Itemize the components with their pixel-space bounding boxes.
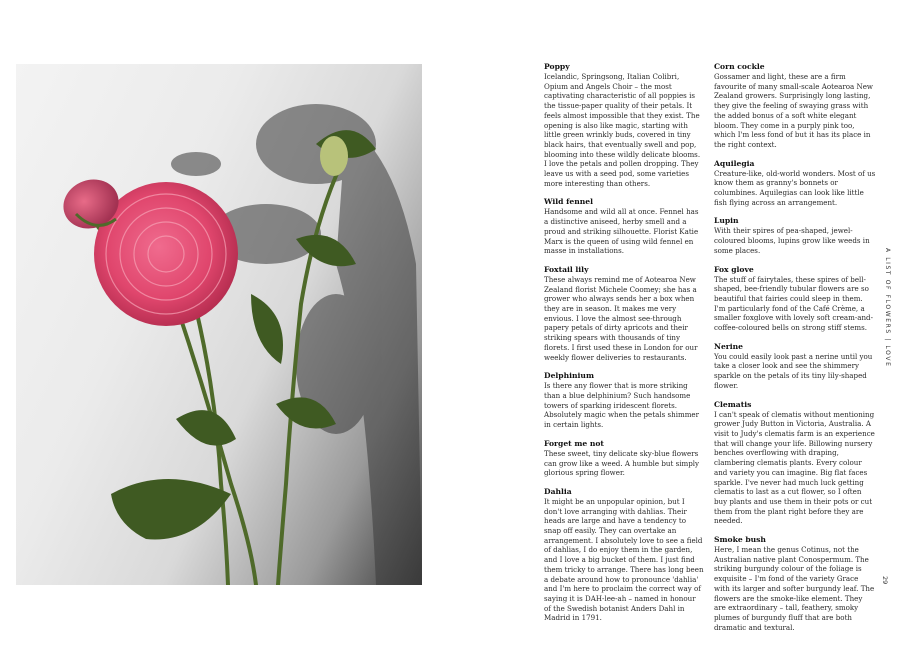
side-section-label: A LIST OF FLOWERS | LOVE [884, 248, 891, 368]
flower-title: Corn cockle [714, 62, 765, 71]
flower-entry [714, 342, 876, 391]
flower-title: Fox glove [714, 264, 754, 274]
flower-entry [714, 159, 876, 208]
flower-title: Lupin [714, 216, 739, 226]
flower-title: Smoke bush [714, 535, 766, 545]
flower-description: The stuff of fairytales, these spires of bell-shaped, bee-friendly tubular flowers are so beautiful that fairies could sleep in them. I'm particularly fond of the Café Crème, a smaller foxglove with lovely soft cream-and-coffee-coloured bells on strong stiff stems. [714, 274, 873, 333]
flower-title: Foxtail lily [544, 264, 589, 274]
flower-title: Clematis [714, 399, 752, 409]
flower-title: Aquilegia [714, 158, 755, 168]
flower-description: I can't speak of clematis without mentioning grower Judy Button in Victoria, Australia. A visit to Judy's clematis farm is an experience that will change your life. Billowing nursery benches overflowing with draping, clambering clematis plants. Every colour and variety you can imagine. Big flat faces sparkle. I've never had much luck getting clematis to last as a cut flower, so I often buy plants and use them in their pots or cut them from the plant right before they are needed. [714, 409, 875, 526]
flower-entry [714, 535, 876, 632]
flower-title: Dahlia [544, 486, 572, 496]
flower-description: Gossamer and light, these are a firm favourite of many small-scale Aotearoa New Zealand growers. Surprisingly long lasting, they give the feeling of swaying grass with the added bonus of a soft white elegant bloom. They come in a purply pink too, which I'm less fond of but it has its place in the right context. [714, 72, 873, 149]
flower-entry [544, 265, 704, 362]
flower-title: Poppy [544, 62, 570, 71]
flower-entry [544, 371, 704, 430]
flower-title: Delphinium [544, 371, 594, 381]
flower-description: It might be an unpopular opinion, but I don't love arranging with dahlias. Their heads are large and have a tendency to snap off easily. They can overtake an arrangement. I absolutely love to see a field of dahlias, I do enjoy them in the garden, and I love a big bucket of them. I just find them tricky to arrange. There has long been a debate around how to pronounce 'dahlia' and I'm here to proclaim the correct way of saying it is DAH-lee-ah – named in honour of the Swedish botanist Anders Dahl in Madrid in 1791. [544, 496, 704, 623]
flower-description: With their spires of pea-shaped, jewel-coloured blooms, lupins grow like weeds in some places. [714, 226, 870, 255]
flower-description: Is there any flower that is more striking than a blue delphinium? Such handsome towers of sparking iridescent florets. Absolutely magic when the petals shimmer in certain lights. [544, 381, 700, 430]
flower-description: You could easily look past a nerine until you take a closer look and see the shimmery sparkle on the petals of its tiny lily-shaped flower. [714, 351, 873, 390]
flower-title: Wild fennel [544, 197, 593, 207]
flower-entry [544, 62, 704, 188]
flower-description: These always remind me of Aotearoa New Zealand florist Michele Coomey; she has a grower who always sends her a box when they are in season. It makes me very envious. I love the almost see-through papery petals of dirty apricots and their striking spears with thousands of tiny florets. I first used these in London for our weekly flower deliveries to restaurants. [544, 274, 698, 362]
flower-description: Creature-like, old-world wonders. Most of us know them as granny's bonnets or columbines. Aquilegias can look like little fish flying across an arrangement. [714, 168, 876, 207]
dahlia-photo [16, 64, 422, 585]
flower-entry [544, 487, 704, 623]
flower-entry [544, 197, 704, 256]
flower-title: Nerine [714, 341, 744, 351]
flower-title: Forget me not [544, 438, 604, 448]
left-text-column [544, 62, 704, 632]
right-text-column [714, 62, 876, 641]
flower-description: These sweet, tiny delicate sky-blue flowers can grow like a weed. A humble but simply glorious spring flower. [544, 448, 700, 478]
flower-description: Here, I mean the genus Cotinus, not the Australian native plant Conospermum. The striking burgundy colour of the foliage is exquisite – I'm fond of the variety Grace with its larger and softer burgundy leaf. The flowers are the smoke-like element. They are extraordinary – tall, feathery, smoky plumes of burgundy fluff that are both dramatic and textural. [714, 545, 875, 632]
flower-entry [544, 439, 704, 478]
page-number: 29 [881, 576, 889, 585]
flower-description: Icelandic, Springsong, Italian Colibri, Opium and Angels Choir – the most captivating characteristic of all poppies is the tissue-paper quality of their petals. It feels almost impossible that they exist. The opening is also like magic, starting with little green wrinkly buds, covered in tiny black hairs, that eventually swell and pop, blooming into these wildly delicate blooms. I love the petals and pollen dropping. They leave us with a seed pod, some varieties more interesting than others. [544, 72, 701, 188]
flower-entry [714, 62, 876, 150]
flower-entry [714, 400, 876, 526]
flower-entry [714, 216, 876, 255]
flower-entry [714, 265, 876, 333]
flower-description: Handsome and wild all at once. Fennel has a distinctive aniseed, herby smell and a proud and striking silhouette. Florist Katie Marx is the queen of using wild fennel en masse in installations. [544, 207, 699, 256]
